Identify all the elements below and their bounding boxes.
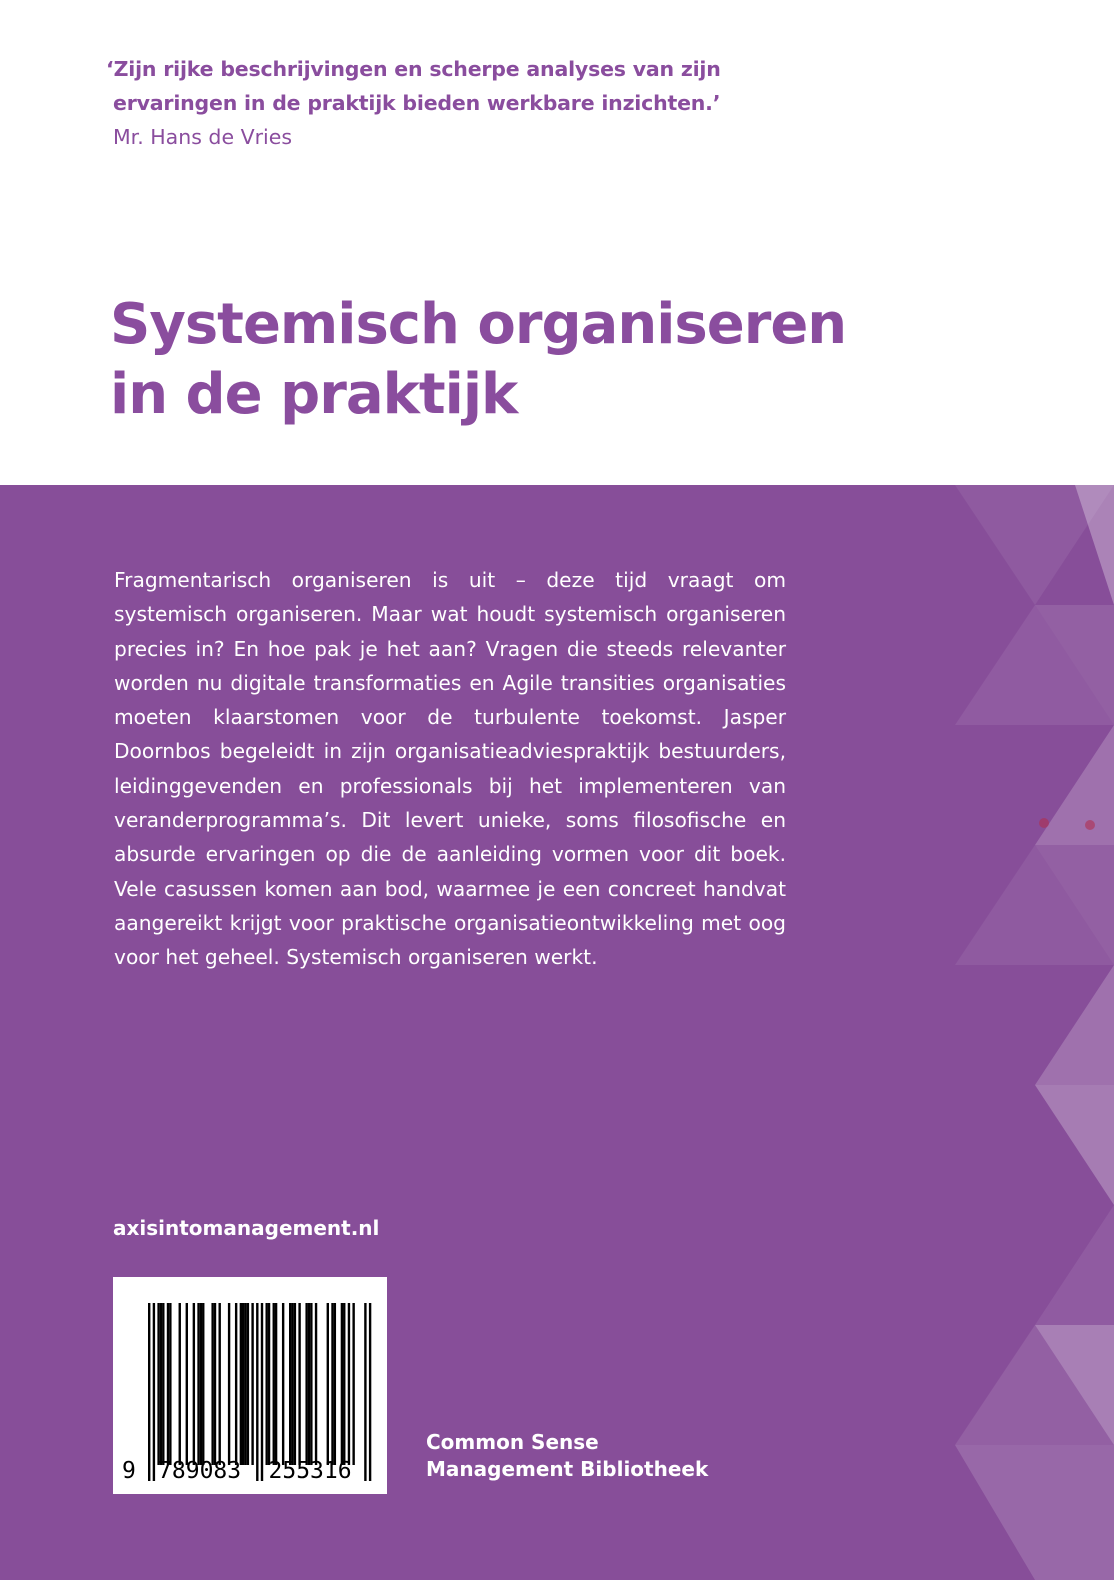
barcode-bar [200,1303,202,1465]
barcode-bar [157,1303,159,1465]
purple-panel [0,485,1114,1580]
barcode-bar [219,1303,221,1465]
barcode-bar [266,1303,268,1465]
barcode-bar [193,1303,195,1465]
barcode-bar [235,1303,237,1465]
barcode-bar [179,1303,181,1465]
barcode-bar [256,1303,258,1481]
barcode-bar [202,1303,204,1465]
quote-author: Mr. Hans de Vries [113,125,293,149]
barcode-bar [305,1303,307,1465]
barcode-bar [242,1303,244,1465]
barcode-bar [261,1303,263,1481]
website-link[interactable]: axisintomanagement.nl [113,1216,380,1240]
barcode-bar [240,1303,242,1465]
barcode-bar [291,1303,293,1465]
quote-line-2: ervaringen in de praktijk bieden werkbare inzichten.’ [113,91,721,115]
barcode-bar [298,1303,300,1465]
barcode-bar [331,1303,333,1465]
barcode-bar [327,1303,329,1465]
barcode-bar [228,1303,230,1465]
barcode-bar [343,1303,345,1465]
title-line-1: Systemisch organiseren [110,292,847,357]
barcode-bar [315,1303,317,1465]
barcode-bars [113,1277,387,1494]
barcode-bar [275,1303,277,1465]
barcode-bar [289,1303,291,1465]
book-title [110,290,846,430]
title-line-2: in de praktijk [110,362,518,427]
barcode-bar [369,1303,371,1481]
series-line-2: Management Bibliotheek [426,1457,709,1481]
barcode-bar [167,1303,169,1465]
barcode-bar [273,1303,275,1465]
barcode-bar [244,1303,246,1465]
barcode-bar [169,1303,171,1465]
series-name [426,1429,708,1483]
barcode-bar [334,1303,336,1465]
isbn-barcode [113,1277,387,1494]
barcode-bar [197,1303,199,1465]
barcode-bar [148,1303,150,1481]
barcode-bar [268,1303,270,1465]
quote-line-1: ‘Zijn rijke beschrijvingen en scherpe analyses van zijn [106,57,721,81]
endorsement-quote [106,52,721,154]
barcode-bar [186,1303,188,1465]
barcode-bar [162,1303,164,1465]
barcode-digits: 9 [122,1458,136,1484]
barcode-bar [251,1303,253,1465]
barcode-bar [352,1303,354,1465]
barcode-bar [308,1303,310,1465]
barcode-bar [348,1303,350,1465]
barcode-bar [310,1303,312,1465]
back-cover-blurb: Fragmentarisch organiseren is uit – deze tijd vraagt om systemisch organiseren. Maar wat houdt systemisch organiseren precies in? En hoe pak je het aan? Vragen die steeds relevanter worden nu digitale transformaties en Agile transities organisaties moeten klaarstomen voor de turbulente toekomst. Jasper Doornbos begeleidt in zijn organisatieadviespraktijk bestuurders, leidinggevenden en professionals bij het implementeren van veranderprogramma’s. Dit levert unieke, soms filosofische en absurde ervaringen op die de aanleiding vormen voor dit boek. Vele casussen komen aan bod, waarmee je een concreet handvat aangereikt krijgt voor praktische organisatieontwikkeling met oog voor het geheel. Systemisch organiseren werkt. [114,568,786,970]
series-line-1: Common Sense [426,1430,599,1454]
barcode-bar [364,1303,366,1481]
barcode-digits: 789083 [158,1458,242,1484]
barcode-bar [214,1303,216,1465]
barcode-bar [153,1303,155,1481]
barcode-bar [294,1303,296,1465]
barcode-digits: 255316 [268,1458,352,1484]
barcode-bar [247,1303,249,1465]
barcode-bar [211,1303,213,1465]
barcode-bar [282,1303,284,1465]
barcode-bar [341,1303,343,1465]
barcode-bar [160,1303,162,1465]
